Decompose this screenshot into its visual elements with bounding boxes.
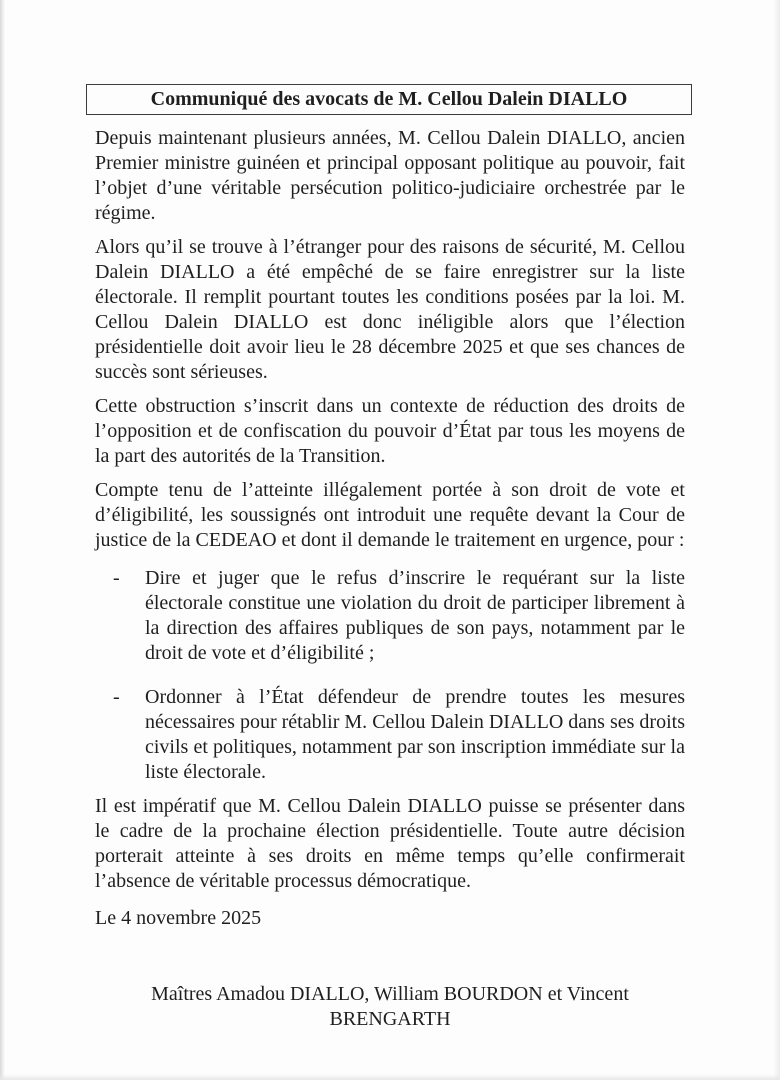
paragraph-context: Cette obstruction s’inscrit dans un contexte de réduction des droits de l’opposition et de confiscation du pouvoir d’État par tous les moyens de la part des autorités de la Transition. — [95, 395, 685, 467]
list-item — [95, 566, 685, 666]
dash-bullet: - — [113, 567, 120, 589]
page-bottom-edge-shadow — [0, 1074, 780, 1080]
document-title: Communiqué des avocats de M. Cellou Dalein DIALLO — [150, 88, 628, 110]
document-body — [95, 84, 685, 1052]
paragraph-intro: Depuis maintenant plusieurs années, M. Cellou Dalein DIALLO, ancien Premier ministre guinéen et principal opposant politique au pouvoir, fait l’objet d’une véritable persécution politico-judiciaire orchestrée par le régime. — [95, 127, 685, 224]
paragraph-registration-blocked: Alors qu’il se trouve à l’étranger pour des raisons de sécurité, M. Cellou Dalein DIALLO a été empêché de se faire enregistrer sur la liste électorale. Il remplit pourtant toutes les conditions posées par la loi. M. Cellou Dalein DIALLO est donc inéligible alors que l’élection présidentielle doit avoir lieu le 28 décembre 2025 et que ses chances de succès sont sérieuses. — [95, 236, 685, 383]
page-left-edge-shadow — [0, 0, 5, 1080]
dash-bullet: - — [113, 686, 120, 708]
page-right-edge-shadow — [773, 0, 780, 1080]
paragraph-petition: Compte tenu de l’atteinte illégalement portée à son droit de vote et d’éligibilité, les soussignés ont introduit une requête devant la Cour de justice de la CEDEAO et dont il demande le traitement en urgence, pour : — [95, 479, 685, 551]
list-item-text: Dire et juger que le refus d’inscrire le requérant sur la liste électorale constitue une violation du droit de participer librement à la direction des affaires publiques de son pays, notamment par le droit de vote et d’éligibilité ; — [145, 567, 685, 664]
demands-list — [95, 566, 685, 785]
list-item-text: Ordonner à l’État défendeur de prendre toutes les mesures nécessaires pour rétablir M. Cellou Dalein DIALLO dans ses droits civils et politiques, notamment par son inscription immédiate sur la liste électorale. — [145, 686, 685, 783]
date-line: Le 4 novembre 2025 — [95, 907, 262, 929]
paragraph-conclusion: Il est impératif que M. Cellou Dalein DIALLO puisse se présenter dans le cadre de la prochaine élection présidentielle. Toute autre décision porterait atteinte à ses droits en même temps qu’elle confirmerait l’absence de véritable processus démocratique. — [95, 795, 685, 892]
list-item — [95, 685, 685, 785]
title-box — [86, 84, 692, 115]
signature-line: Maîtres Amadou DIALLO, William BOURDON et Vincent BRENGARTH — [151, 983, 629, 1030]
